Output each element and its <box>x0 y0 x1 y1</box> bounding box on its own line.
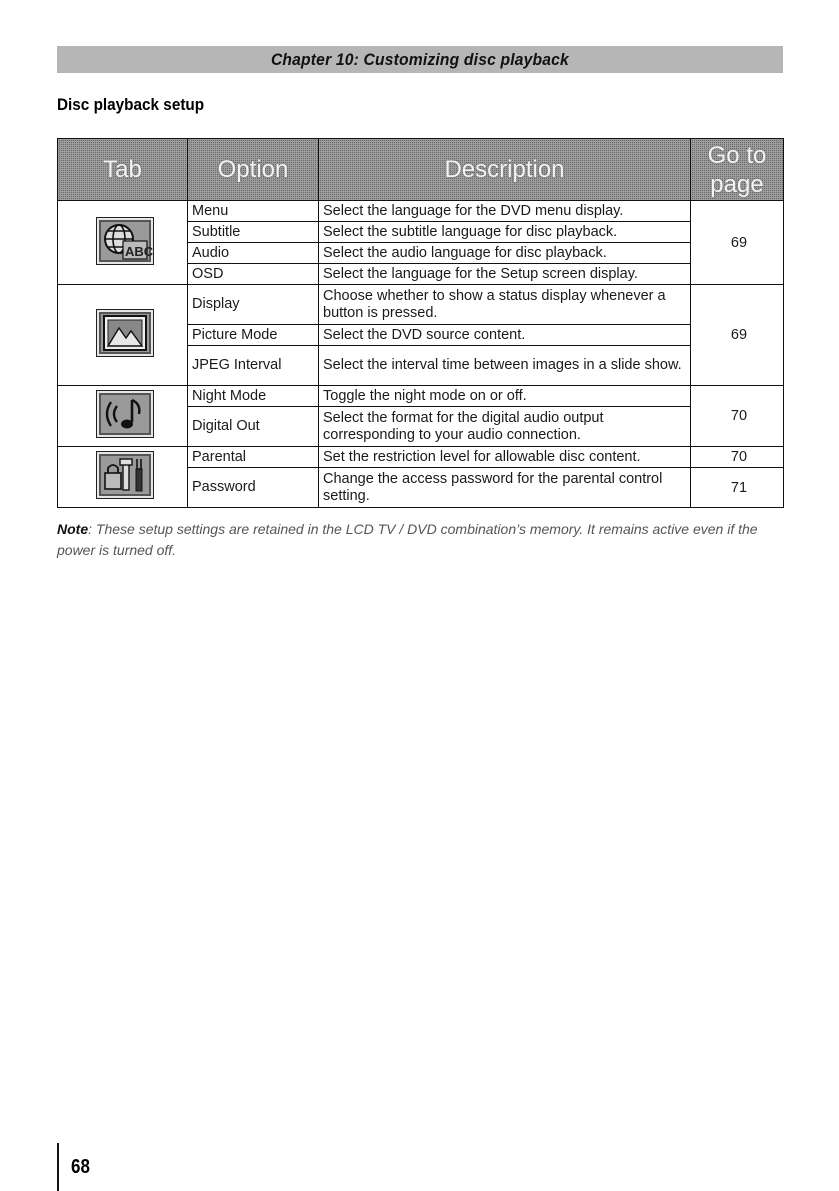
language-globe-icon <box>96 217 154 265</box>
header-description: Description <box>319 139 691 201</box>
option-description: Choose whether to show a status display whenever a button is pressed. <box>319 285 691 325</box>
option-description: Select the audio language for disc playback. <box>319 243 691 264</box>
page-reference: 69 <box>691 285 784 386</box>
option-label: Parental <box>188 447 319 468</box>
setup-options-table <box>57 138 784 508</box>
picture-mountain-icon <box>96 309 154 357</box>
tab-parental <box>58 447 188 508</box>
header-tab: Tab <box>58 139 188 201</box>
option-description: Change the access password for the parental control setting. <box>319 468 691 508</box>
tab-language <box>58 201 188 285</box>
option-label: Subtitle <box>188 222 319 243</box>
table-header-row <box>58 139 784 201</box>
page-reference: 69 <box>691 201 784 285</box>
option-description: Select the language for the DVD menu display. <box>319 201 691 222</box>
note-label: Note <box>57 521 89 537</box>
chapter-title: Chapter 10: Customizing disc playback <box>271 49 569 69</box>
section-title: Disc playback setup <box>57 95 205 114</box>
option-label: Audio <box>188 243 319 264</box>
option-description: Select the format for the digital audio output corresponding to your audio connection. <box>319 407 691 447</box>
audio-note-icon <box>96 390 154 438</box>
option-label: JPEG Interval <box>188 346 319 386</box>
table-row <box>58 285 784 325</box>
note-text: : These setup settings are retained in the LCD TV / DVD combination’s memory. It remains active even if the power is turned off. <box>57 521 758 558</box>
option-label: Night Mode <box>188 386 319 407</box>
option-label: OSD <box>188 264 319 285</box>
page-number-rule <box>57 1143 59 1191</box>
option-label: Picture Mode <box>188 325 319 346</box>
page-number: 68 <box>71 1156 90 1178</box>
option-description: Set the restriction level for allowable disc content. <box>319 447 691 468</box>
option-description: Select the DVD source content. <box>319 325 691 346</box>
option-label: Password <box>188 468 319 508</box>
table-row <box>58 386 784 407</box>
option-description: Toggle the night mode on or off. <box>319 386 691 407</box>
svg-text:ABC: ABC <box>124 243 153 259</box>
option-description: Select the interval time between images in a slide show. <box>319 346 691 386</box>
page-reference: 70 <box>691 447 784 468</box>
chapter-header-bar <box>57 46 783 73</box>
option-label: Display <box>188 285 319 325</box>
header-go-to-page: Go to page <box>691 139 784 201</box>
tools-lock-icon <box>96 451 154 499</box>
table-row <box>58 447 784 468</box>
page-reference: 71 <box>691 468 784 508</box>
option-description: Select the subtitle language for disc playback. <box>319 222 691 243</box>
page-reference: 70 <box>691 386 784 447</box>
option-label: Digital Out <box>188 407 319 447</box>
header-option: Option <box>188 139 319 201</box>
option-label: Menu <box>188 201 319 222</box>
tab-audio <box>58 386 188 447</box>
table-row <box>58 201 784 222</box>
note-paragraph <box>57 519 785 561</box>
tab-picture <box>58 285 188 386</box>
option-description: Select the language for the Setup screen display. <box>319 264 691 285</box>
